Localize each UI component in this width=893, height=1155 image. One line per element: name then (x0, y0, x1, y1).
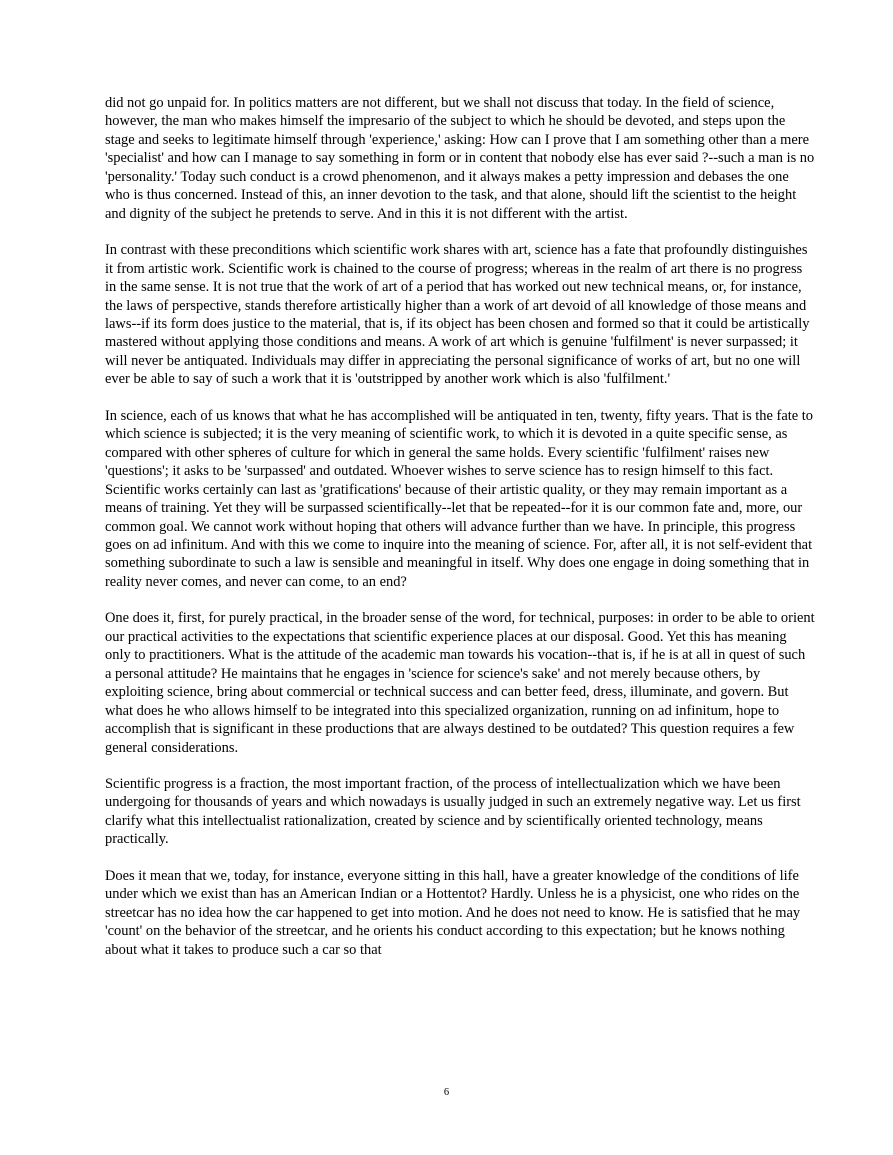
paragraph-antiquated: In science, each of us knows that what he has accomplished will be antiquated in ten, twenty, fifty years. That is the fate to which science is subjected; it is the very meaning of scientific work, to which it is devoted in a quite specific sense, as compared with other spheres of culture for which in general the same holds. Every scientific 'fulfilment' raises new 'questions'; it asks to be 'surpassed' and outdated. Whoever wishes to serve science has to resign himself to this fact. Scientific works certainly can last as 'gratifications' because of their artistic quality, or they may remain important as a means of training. Yet they will be surpassed scientifically--let that be repeated--for it is our common fate and, more, our common goal. We cannot work without hoping that others will advance further than we have. In principle, this progress goes on ad infinitum. And with this we come to inquire into the meaning of science. For, after all, it is not self-evident that something subordinate to such a law is sensible and meaningful in itself. Why does one engage in doing something that in reality never comes, and never can come, to an end? (105, 407, 814, 590)
paragraph-streetcar: Does it mean that we, today, for instance, everyone sitting in this hall, have a greater knowledge of the conditions of life under which we exist than has an American Indian or a Hottentot? Hardly. Unless he is a physicist, one who rides on the streetcar has no idea how the car happened to get into motion. And he does not need to know. He is satisfied that he may 'count' on the behavior of the streetcar, and he orients his conduct according to this expectation; but he knows nothing about what it takes to produce such a car so that (105, 867, 801, 958)
text-column (105, 94, 815, 977)
paragraph-practical-purposes: One does it, first, for purely practical, in the broader sense of the word, for technical, purposes: in order to be able to orient our practical activities to the expectations that scientific experience places at our disposal. Good. Yet this has meaning only to practitioners. What is the attitude of the academic man towards his vocation--that is, if he is at all in quest of such a personal attitude? He maintains that he engages in 'science for science's sake' and not merely because others, by exploiting science, bring about commercial or technical success and can better feed, dress, illuminate, and govern. But what does he who allows himself to be integrated into this specialized organization, running on ad infinitum, hope to accomplish that is significant in these productions that are always destined to be outdated? This question requires a few general considerations. (105, 610, 815, 756)
paragraph-impresario: did not go unpaid for. In politics matters are not different, but we shall not discuss that today. In the field of science, however, the man who makes himself the impresario of the subject to which he should be devoted, and steps upon the stage and seeks to legitimate himself through 'experience,' asking: How can I prove that I am something other than a mere 'specialist' and how can I manage to say something in form or in content that nobody else has ever said ?--such a man is no 'personality.' Today such conduct is a crowd phenomenon, and it always makes a petty impression and debases the one who is thus concerned. Instead of this, an inner devotion to the task, and that alone, should lift the scientist to the height and dignity of the subject he pretends to serve. And in this it is not different with the artist. (105, 95, 815, 222)
paragraph-intellectualization: Scientific progress is a fraction, the most important fraction, of the process of intellectualization which we have been undergoing for thousands of years and which nowadays is usually judged in such an extremely negative way. Let us first clarify what this intellectualist rationalization, created by science and by scientifically oriented technology, means practically. (105, 775, 801, 848)
paragraph-science-and-art: In contrast with these preconditions which scientific work shares with art, science has a fate that profoundly distinguishes it from artistic work. Scientific work is chained to the course of progress; whereas in the realm of art there is no progress in the same sense. It is not true that the work of art of a period that has worked out new technical means, or, for instance, the laws of perspective, stands therefore artistically higher than a work of art devoid of all knowledge of those means and laws--if its form does justice to the material, that is, if its object has been chosen and formed so that it could be artistically mastered without applying those conditions and means. A work of art which is genuine 'fulfilment' is never surpassed; it will never be antiquated. Individuals may differ in appreciating the personal significance of works of art, but no one will ever be able to say of such a work that it is 'outstripped by another work which is also 'fulfilment.' (105, 242, 810, 388)
page-number: 6 (443, 1087, 450, 1098)
